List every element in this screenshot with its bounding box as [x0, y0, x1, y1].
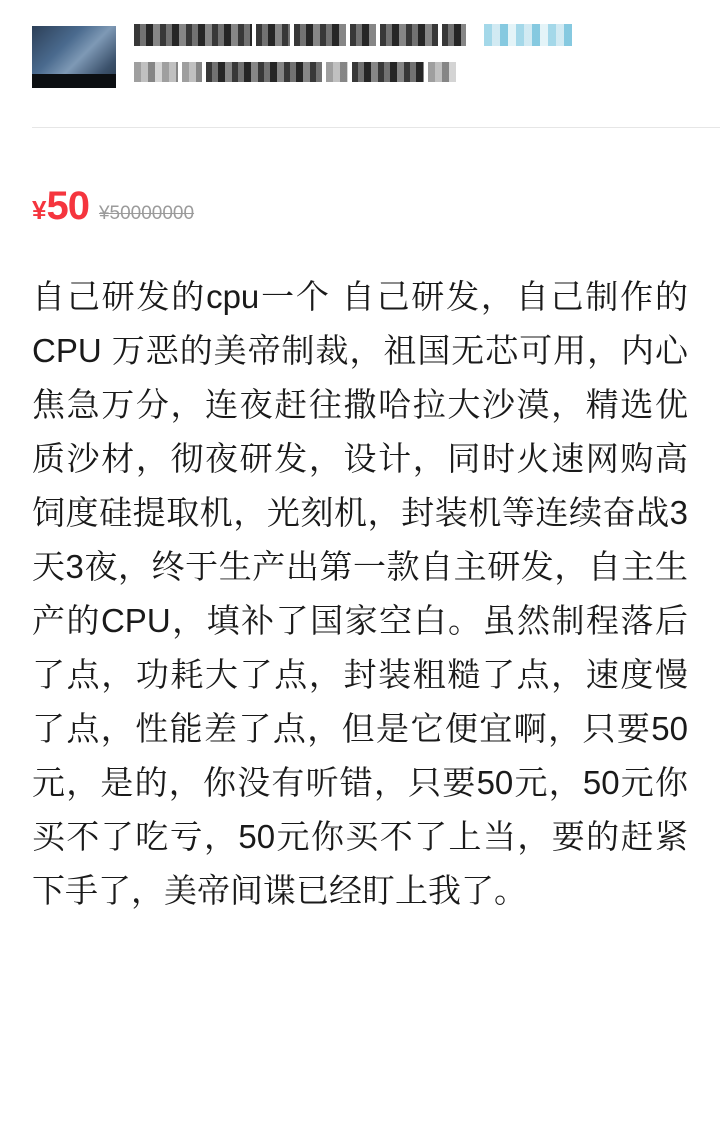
redacted-block	[256, 24, 290, 46]
currency-symbol: ¥	[32, 195, 47, 225]
redacted-block	[206, 62, 322, 82]
original-price: ¥50000000	[98, 203, 195, 224]
redacted-block	[182, 62, 202, 82]
redacted-block	[350, 24, 376, 46]
seller-name-redacted	[134, 22, 696, 48]
redacted-tag-block	[484, 24, 572, 46]
redacted-block	[428, 62, 456, 82]
seller-header	[0, 0, 720, 128]
redacted-block	[294, 24, 346, 46]
redacted-block	[326, 62, 348, 82]
redacted-block	[134, 62, 178, 82]
redacted-block	[442, 24, 466, 46]
header-divider	[32, 127, 720, 128]
redacted-block	[352, 62, 424, 82]
seller-info	[134, 18, 696, 84]
redacted-block	[134, 24, 252, 46]
price-row	[0, 128, 720, 226]
seller-subtitle-redacted	[134, 60, 696, 84]
redacted-block	[380, 24, 438, 46]
current-price: 50	[46, 184, 89, 228]
seller-avatar-thumbnail[interactable]	[32, 26, 116, 88]
product-description: 自己研发的cpu一个 自己研发，自己制作的CPU 万恶的美帝制裁，祖国无芯可用，内心焦急万分，连夜赶往撒哈拉大沙漠，精选优质沙材，彻夜研发，设计，同时火速网购高饲度硅提取机，光刻机，封装机等连续奋战3天3夜，终于生产出第一款自主研发，自主生产的CPU，填补了国家空白。虽然制程落后了点，功耗大了点，封装粗糙了点，速度慢了点，性能差了点，但是它便宜啊，只要50元，是的，你没有听错，只要50元，50元你买不了吃亏，50元你买不了上当，要的赶紧下手了，美帝间谍已经盯上我了。	[32, 278, 688, 909]
seller-header-inner	[32, 18, 696, 88]
